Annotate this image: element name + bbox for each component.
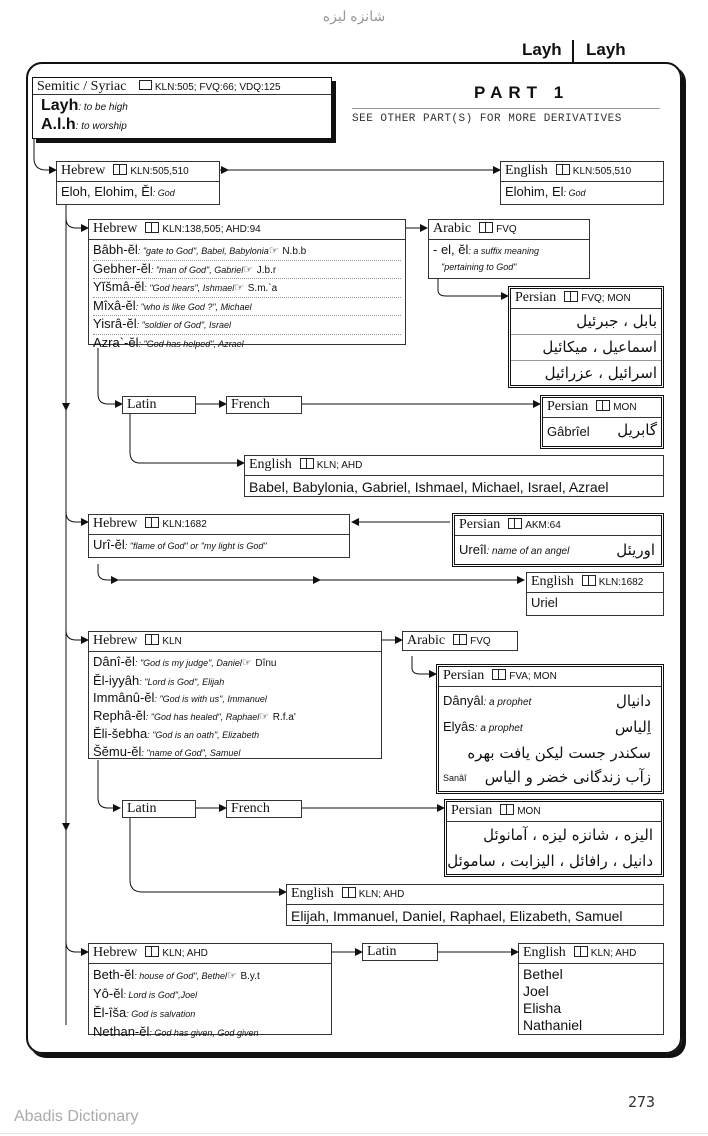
entry-word: Gâbrîel xyxy=(547,424,590,439)
book-icon xyxy=(145,222,159,233)
entry-meaning: house of God", Bethel xyxy=(139,971,227,981)
entry-meaning: "God is with us", Immanuel xyxy=(159,694,267,704)
persian-word: اِلیاس xyxy=(614,718,651,736)
entry-word: Yô-ĕl xyxy=(93,986,124,1001)
box-lang: English xyxy=(531,574,574,589)
box-lang: French xyxy=(231,801,270,816)
entry-meaning: God xyxy=(157,188,175,198)
english-box-3 xyxy=(526,572,664,616)
entry-text: Elohim, El xyxy=(505,184,564,199)
box-ref: KLN xyxy=(162,636,182,647)
semitic-word: Layh xyxy=(41,97,79,114)
header-right-word: Layh xyxy=(586,40,626,59)
book-icon xyxy=(556,164,570,175)
entry-text: Joel xyxy=(523,983,549,999)
box-lang: English xyxy=(523,945,566,960)
pointing-hand-icon: ☞ xyxy=(268,245,279,257)
latin-box-2 xyxy=(122,800,196,818)
box-ref: FVQ xyxy=(470,636,491,647)
semitic-meaning: to be high xyxy=(83,102,128,113)
hebrew-box-1: Hebrew KLN:505,510 Eloh, Elohim, Ĕl: God xyxy=(56,161,220,205)
part-title: PART 1 xyxy=(474,83,570,102)
entry-word: Ĕl-iyyâh xyxy=(93,672,140,688)
book-icon xyxy=(113,164,127,175)
entry-word: Nethan-ĕl xyxy=(93,1024,150,1039)
poem-line-2: زآب زندگانی خضر و الیاس xyxy=(484,768,651,786)
persian-box-1 xyxy=(508,286,664,388)
entry-text: Elijah, Immanuel, Daniel, Raphael, Elizabeth, Samuel xyxy=(291,908,623,924)
english-box-4 xyxy=(286,884,664,926)
entry-meaning: God has given, God given xyxy=(154,1028,259,1038)
pointing-hand-icon: ☞ xyxy=(259,710,270,723)
part-note: SEE OTHER PART(S) FOR MORE DERIVATIVES xyxy=(352,113,622,125)
persian-line: اسماعیل ، میکائیل xyxy=(511,335,661,361)
semitic-word: A.l.h xyxy=(41,116,76,133)
persian-line: اسرائیل ، عزرائیل xyxy=(544,364,657,382)
box-ref: KLN:505,510 xyxy=(572,166,632,177)
semitic-lang: Semitic / Syriac xyxy=(37,79,127,94)
pointing-hand-icon: ☞ xyxy=(226,970,237,982)
entry-meaning: "God has healed", Raphael xyxy=(150,711,260,722)
entry-word: Dânî-ĕl xyxy=(93,654,135,669)
box-lang: Hebrew xyxy=(93,221,138,236)
box-lang: Latin xyxy=(127,397,157,412)
box-lang: Persian xyxy=(515,290,557,305)
box-ref: KLN; AHD xyxy=(316,460,363,471)
book-icon xyxy=(492,669,506,680)
box-lang: Hebrew xyxy=(93,516,138,531)
entry-word: Rephâ-ĕl xyxy=(93,707,146,723)
persian-word: اوریئل xyxy=(616,541,655,559)
box-ref: KLN:1682 xyxy=(598,577,644,588)
entry-word: Ureîl xyxy=(459,542,487,557)
entry-word: Yĭšmâ-ĕl xyxy=(93,279,145,294)
book-icon xyxy=(500,804,514,815)
book-icon xyxy=(596,400,610,411)
book-icon xyxy=(145,517,159,528)
entry-note: B.y.t xyxy=(240,971,260,982)
box-lang: English xyxy=(505,163,548,178)
persian-box-4: Persian FVA; MON Dânyâl: a prophet دانیال Elyâs: a prophet اِلیاس سکندر جست لیکن یافت بهره زآب زندگانی خضر و الیاس Sanâî xyxy=(436,664,664,794)
english-box-5 xyxy=(518,943,664,1035)
page-number: 273 xyxy=(628,1093,656,1111)
book-icon xyxy=(342,887,356,898)
persian-line: الیزه ، شانزه لیزه ، آمانوئل xyxy=(483,826,653,844)
entry-word: Ĕl-îša xyxy=(93,1005,127,1020)
box-lang: Arabic xyxy=(407,633,446,648)
hebrew-box-4: Hebrew KLN Dânî-ĕl: "God is my judge", Daniel☞ Dînu Ĕl-iyyâh: "Lord is God", Elijah Immânû-ĕl: "God is with us", Immanuel Rephâ-ĕl: "God has healed", Raphael☞ R.f.a' Ĕli-šebha: "God is an oath", Elizabeth Šĕmu-ĕl: "name of God", Samuel xyxy=(88,631,382,759)
entry-meaning: a prophet xyxy=(480,723,523,734)
arabic-box-1: Arabic FVQ - el, ĕl: a suffix meaning "pertaining to God" xyxy=(428,219,590,279)
page-title: شانزه لیزه xyxy=(322,8,386,24)
semitic-meaning: to worship xyxy=(81,121,127,132)
latin-box-1 xyxy=(122,396,196,414)
entry-word: Bâbh-ĕl xyxy=(93,242,138,257)
persian-box-3: Persian AKM:64 Ureîl: name of an angel اوریئل xyxy=(452,513,664,567)
box-ref: KLN:1682 xyxy=(162,519,207,530)
box-lang: Persian xyxy=(443,668,485,683)
box-ref: KLN; AHD xyxy=(358,889,405,900)
entry-meaning: "name of God", Samuel xyxy=(146,747,241,758)
box-ref: KLN; AHD xyxy=(590,948,637,959)
box-lang: Persian xyxy=(459,517,501,532)
book-icon xyxy=(300,458,314,469)
book-icon xyxy=(582,575,596,586)
pointing-hand-icon: ☞ xyxy=(243,263,254,276)
entry-meaning: God is salvation xyxy=(131,1009,196,1019)
entry-text: Eloh, Elohim, Ĕl xyxy=(61,184,153,199)
entry-word: Dânyâl xyxy=(443,693,484,708)
box-lang: Latin xyxy=(367,944,397,959)
box-lang: Hebrew xyxy=(93,945,138,960)
entry-text: Uriel xyxy=(531,595,558,610)
persian-word: دانیال xyxy=(615,692,651,710)
entry-meaning: "gate to God", Babel, Babylonia xyxy=(142,246,269,256)
entry-meaning: a prophet xyxy=(489,697,532,708)
entry-meaning: "Lord is God", Elijah xyxy=(144,676,225,687)
box-lang: Latin xyxy=(127,801,157,816)
box-ref: FVA; MON xyxy=(509,671,557,682)
entry-note: R.f.a' xyxy=(272,711,296,723)
box-ref: AKM:64 xyxy=(525,520,561,531)
entry-text: Nathaniel xyxy=(523,1017,583,1033)
entry-word: - el, ĕl xyxy=(433,242,469,257)
persian-word: گابریل xyxy=(617,421,657,439)
header-left-word: Layh xyxy=(522,40,562,59)
persian-line: دانیل ، رافائل ، الیزابت ، ساموئل xyxy=(447,852,653,870)
persian-line: بابل ، جبرئیل xyxy=(511,309,661,335)
entry-note: J.b.r xyxy=(256,264,277,276)
entry-meaning: "God hears", Ishmael xyxy=(149,283,235,293)
french-box-2 xyxy=(226,800,302,818)
entry-word: Šĕmu-ĕl xyxy=(93,743,142,759)
book-icon xyxy=(145,946,159,957)
entry-meaning: "man of God", Gabriel xyxy=(155,264,244,275)
box-lang: Persian xyxy=(547,399,589,414)
box-lang: English xyxy=(249,457,292,472)
entry-meaning: "God is an oath", Elizabeth xyxy=(152,730,260,740)
semitic-ref: KLN:505; FVQ:66; VDQ:125 xyxy=(154,82,281,93)
persian-box-5 xyxy=(444,799,664,877)
entry-meaning: a suffix meaning xyxy=(473,246,539,256)
entry-meaning: "flame of God" or "my light is God" xyxy=(129,541,267,551)
entry-note: N.b.b xyxy=(282,246,307,257)
entry-word: Yisrâ-ĕl xyxy=(93,316,137,331)
french-box-1 xyxy=(226,396,302,414)
box-ref: KLN; AHD xyxy=(162,948,208,959)
entry-word: Gebher-ĕl xyxy=(93,260,151,276)
persian-box-2 xyxy=(540,395,664,449)
box-lang: Arabic xyxy=(433,221,472,236)
entry-text: Bethel xyxy=(523,966,563,982)
box-lang: French xyxy=(231,397,270,412)
entry-note: S.m.`a xyxy=(247,283,278,294)
entry-meaning: "God has helped", Azrael xyxy=(143,338,244,349)
semitic-box: Semitic / Syriac KLN:505; FVQ:66; VDQ:125 Layh: to be high A.l.h: to worship xyxy=(32,77,332,139)
hebrew-box-5: Hebrew KLN; AHD Beth-ĕl: house of God", Bethel☞ B.y.t Yô-ĕl: Lord is God",Joel Ĕl-îša: God is salvation Nethan-ĕl: God has given, God given xyxy=(88,943,332,1035)
box-ref: MON xyxy=(613,402,637,413)
part-divider xyxy=(352,108,660,109)
book-icon xyxy=(574,946,588,957)
entry-word: Immânû-ĕl xyxy=(93,690,155,705)
book-icon xyxy=(508,518,522,529)
poet-name: Sanâî xyxy=(443,773,467,783)
box-ref: KLN:138,505; AHD:94 xyxy=(162,224,261,235)
book-icon xyxy=(139,80,152,90)
english-box-1: English KLN:505,510 Elohim, El: God xyxy=(500,161,664,205)
box-lang: Hebrew xyxy=(93,633,138,648)
entry-note: Dînu xyxy=(255,658,277,669)
entry-word: Urî-ĕl xyxy=(93,537,125,552)
pointing-hand-icon: ☞ xyxy=(241,657,252,669)
box-ref: FVQ xyxy=(496,224,517,235)
hebrew-box-3: Hebrew KLN:1682 Urî-ĕl: "flame of God" or "my light is God" xyxy=(88,514,350,558)
entry-word: Ĕli-šebha xyxy=(93,726,148,741)
box-lang: English xyxy=(291,886,334,901)
entry-text: Babel, Babylonia, Gabriel, Ishmael, Michael, Israel, Azrael xyxy=(249,479,609,495)
book-icon xyxy=(145,634,159,645)
bottom-divider xyxy=(0,1133,708,1134)
box-lang: Persian xyxy=(451,803,493,818)
entry-word: Mîxâ-ĕl xyxy=(93,297,136,313)
book-icon xyxy=(564,291,578,302)
latin-box-3 xyxy=(362,943,438,961)
english-box-2 xyxy=(244,455,664,497)
arabic-box-2 xyxy=(402,631,518,651)
entry-word: Azra`-ĕl xyxy=(93,334,139,350)
entry-text: Elisha xyxy=(523,1000,562,1016)
box-ref: MON xyxy=(517,806,541,817)
entry-meaning: Lord is God",Joel xyxy=(128,990,198,1000)
entry-meaning: name of an angel xyxy=(492,546,570,557)
box-ref: KLN:505,510 xyxy=(130,166,189,177)
entry-meaning: "soldier of God", Israel xyxy=(141,320,232,330)
brand-name: Abadis Dictionary xyxy=(14,1108,139,1125)
entry-meaning-2: "pertaining to God" xyxy=(441,262,517,272)
box-ref: FVQ; MON xyxy=(581,293,631,304)
book-icon xyxy=(453,634,467,645)
book-icon xyxy=(479,222,493,233)
pointing-hand-icon: ☞ xyxy=(234,282,245,294)
entry-meaning: "who is like God ?", Michael xyxy=(140,301,252,312)
entry-word: Beth-ĕl xyxy=(93,967,135,982)
entry-meaning: God xyxy=(568,188,586,198)
box-lang: Hebrew xyxy=(61,163,106,178)
entry-meaning: "God is my judge", Daniel xyxy=(139,658,242,668)
poem-line-1: سکندر جست لیکن یافت بهره xyxy=(467,744,651,762)
hebrew-box-2: Hebrew KLN:138,505; AHD:94 Bâbh-ĕl: "gate to God", Babel, Babylonia☞ N.b.b Gebher-ĕl: "man of God", Gabriel☞ J.b.r Yĭšmâ-ĕl: "God hears", Ishmael☞ S.m.`a Mîxâ-ĕl: "who is like God ?", Michael Yisrâ-ĕl: "soldier of God", Israel Azra`-ĕl: "God has helped", Azrael xyxy=(88,219,406,345)
entry-word: Elyâs xyxy=(443,719,475,734)
